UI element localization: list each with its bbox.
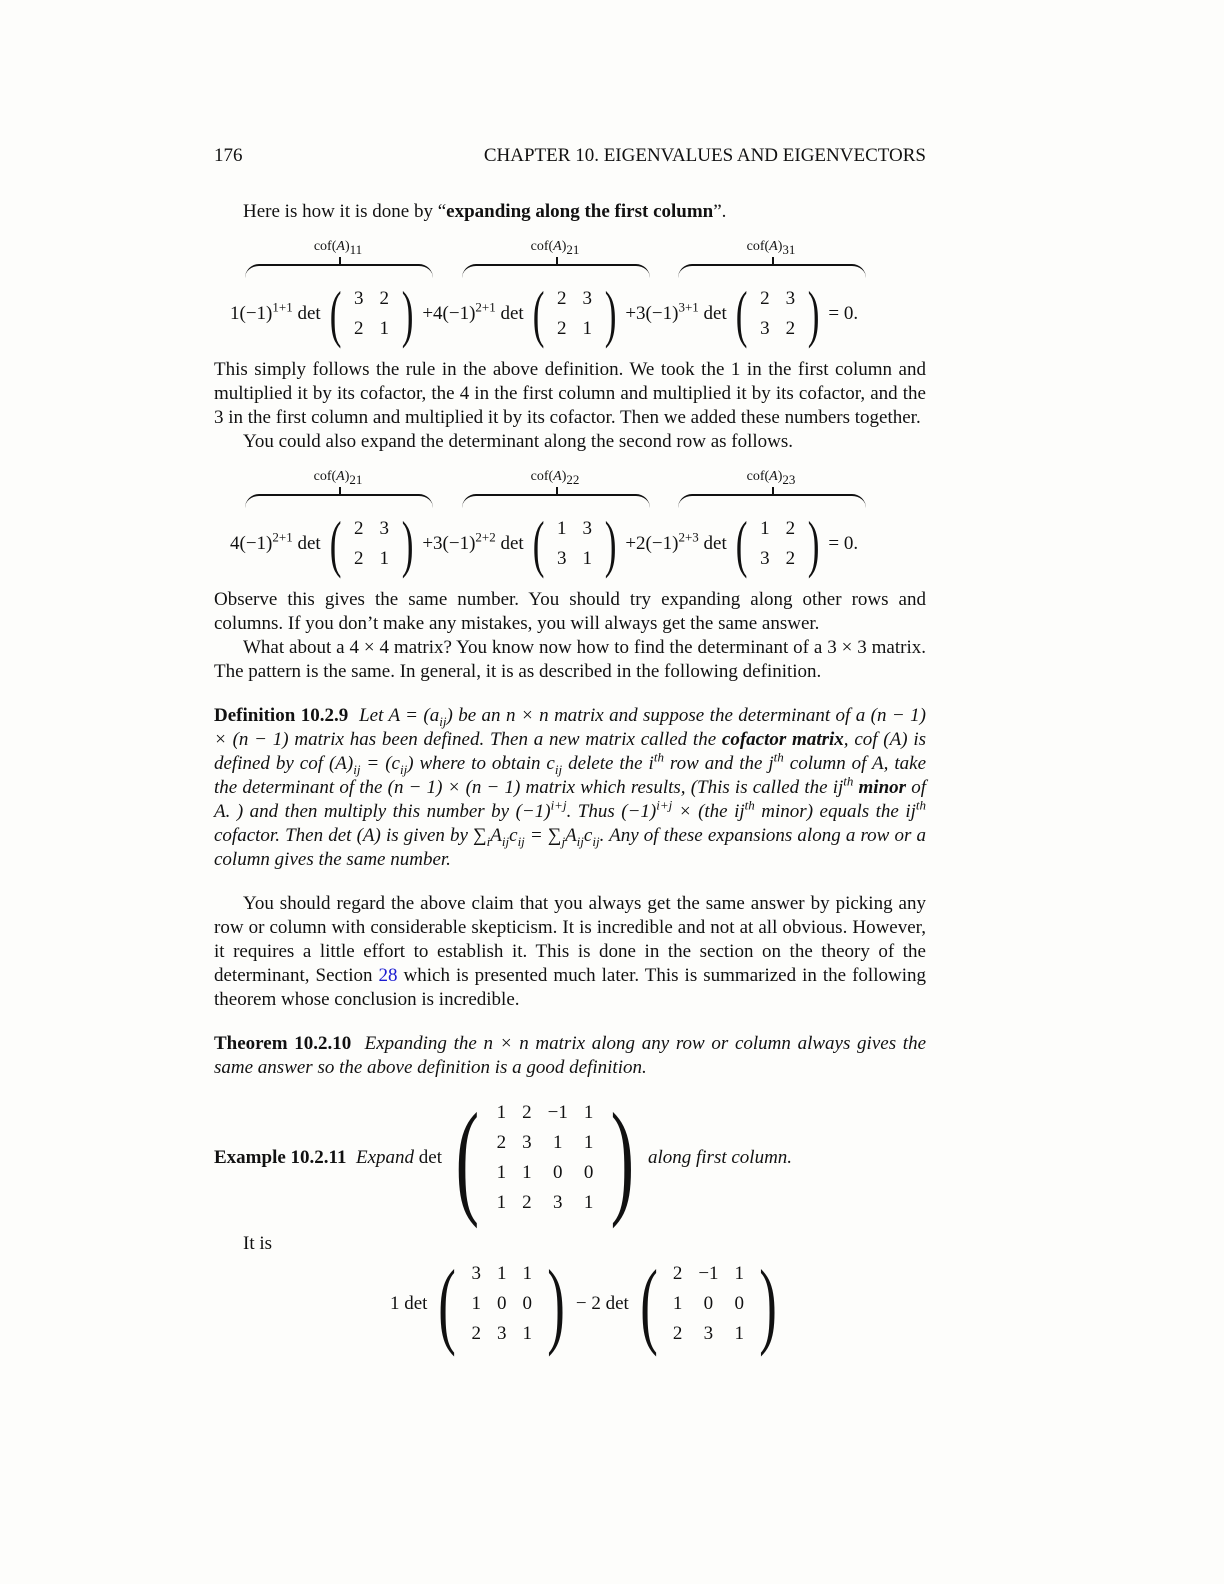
matrix-cell: 3 xyxy=(379,518,389,539)
equation-result: = 0. xyxy=(828,533,859,554)
matrix xyxy=(731,278,825,349)
right-paren: ) xyxy=(759,1250,777,1357)
right-paren: ) xyxy=(604,508,617,579)
matrix-cell: 1 xyxy=(672,1293,683,1314)
matrix-cell: 1 xyxy=(582,548,593,569)
matrix-cell: 2 xyxy=(785,518,796,539)
matrix-cell: 3 xyxy=(354,288,364,309)
term-coefficient: $+3(-1)^{2+2}$ det xyxy=(422,529,524,554)
matrix-cell: 2 xyxy=(672,1263,683,1284)
right-paren: ) xyxy=(401,508,414,579)
matrix xyxy=(528,508,622,579)
matrix-cell: 1 xyxy=(496,1162,507,1183)
overbrace xyxy=(462,494,650,510)
paragraph-second-row: You could also expand the determinant along the second row as follows. xyxy=(243,431,794,452)
term-coefficient: $4(-1)^{2+1}$ det xyxy=(230,529,321,554)
left-paren: ( xyxy=(438,1250,457,1357)
paragraph-skepticism: You should regard the above claim that you always get the same answer by picking any row or column with considerable skepticism. It is incredible and not at all obvious. However, it requires a little effort to establish it. This is done in the section on the theory of the determinant, Section 28 which is presented much later. This is summarized in the following theorem whose conclusion is incredible. xyxy=(214,893,926,1010)
matrix-cell: 1 xyxy=(734,1323,745,1344)
matrix-cell: 1 xyxy=(760,518,770,539)
matrix-cell: 1 xyxy=(471,1293,481,1314)
right-paren: ) xyxy=(401,278,414,349)
matrix-cell: 3 xyxy=(522,1132,532,1153)
chapter-header: CHAPTER 10. EIGENVALUES AND EIGENVECTORS xyxy=(483,145,926,166)
right-paren: ) xyxy=(604,278,617,349)
overbrace xyxy=(678,494,866,510)
matrix-cell: 0 xyxy=(734,1293,745,1314)
matrix-cell: 2 xyxy=(785,548,796,569)
matrix-cell: 3 xyxy=(557,548,567,569)
term-coefficient: $+3(-1)^{3+1}$ det xyxy=(625,299,727,324)
example-10-2-11: Example 10.2.11 Expand det ( 1 2 −1 1 2 3 1 1 1 1 0 0 1 2 3 1 ) along first column. xyxy=(214,1087,793,1229)
matrix-cell: 2 xyxy=(354,548,364,569)
matrix-cell: 1 xyxy=(379,318,389,339)
matrix-cell: 1 xyxy=(522,1263,532,1284)
matrix xyxy=(325,508,419,579)
cofactor-expansion-column xyxy=(230,238,926,350)
left-paren: ( xyxy=(532,278,545,349)
matrix-cell: 1 xyxy=(522,1162,532,1183)
left-paren: ( xyxy=(329,278,342,349)
matrix-cell: 0 xyxy=(552,1162,563,1183)
paragraph-4x4: What about a 4 × 4 matrix? You know now how to find the determinant of a 3 × 3 matrix. The pattern is the same. In general, it is as described in the following definition. xyxy=(214,637,926,682)
left-paren: ( xyxy=(329,508,342,579)
matrix-cell: 1 xyxy=(522,1323,532,1344)
matrix-cell: 1 xyxy=(496,1102,507,1123)
matrix-cell: 2 xyxy=(354,518,364,539)
matrix-cell: 0 xyxy=(703,1293,714,1314)
page-number: 176 xyxy=(214,145,243,166)
matrix-cell: 3 xyxy=(785,288,796,309)
matrix-cell: 2 xyxy=(557,288,567,309)
expansion-result xyxy=(390,1250,926,1357)
matrix xyxy=(633,1250,784,1357)
matrix-cell: 0 xyxy=(496,1293,507,1314)
running-header xyxy=(214,144,926,168)
matrix-cell: 2 xyxy=(672,1323,683,1344)
paragraph-observe: Observe this gives the same number. You should try expanding along other rows and columns. If you don’t make any mistakes, you will always get the same answer. xyxy=(214,589,926,634)
term-coefficient: $1(-1)^{1+1}$ det xyxy=(230,299,321,324)
left-paren: ( xyxy=(532,508,545,579)
term-coefficient: − 2 det xyxy=(575,1293,629,1314)
term-coefficient: $+4(-1)^{2+1}$ det xyxy=(422,299,524,324)
term-coefficient: 1 det xyxy=(390,1293,428,1314)
left-paren: ( xyxy=(735,508,748,579)
cofactor-label: $cof(A)_{22}$ xyxy=(530,469,580,487)
matrix-cell: 1 xyxy=(583,1132,594,1153)
matrix-cell: 1 xyxy=(583,1192,594,1213)
matrix xyxy=(431,1250,571,1357)
matrix-cell: 1 xyxy=(496,1192,507,1213)
right-paren: ) xyxy=(547,1250,565,1357)
matrix-cell: 2 xyxy=(471,1323,481,1344)
matrix-cell: 3 xyxy=(703,1323,714,1344)
overbrace xyxy=(462,264,650,280)
section-link[interactable]: 28 xyxy=(378,965,398,986)
matrix-cell: 2 xyxy=(557,318,567,339)
equation-row xyxy=(230,278,926,349)
cofactor-label: $cof(A)_{31}$ xyxy=(746,239,796,257)
matrix-cell: 1 xyxy=(734,1263,745,1284)
matrix-cell: 2 xyxy=(354,318,364,339)
definition-10-2-9: Definition 10.2.9 Let $A = (a_{ij})$ be an n × n matrix and suppose the determinant of a (n − 1) × (n − 1) matrix has been defined. Then a new matrix called the cofactor matrix, cof (A) is defined by cof $(A)_{ij} = (c_{ij})$ where to obtain $c_{ij}$ delete the $i^{th}$ row and the $j^{th}$ column of A, take the determinant of the (n − 1) × (n − 1) matrix which results, (This is called the $ij^{th}$ minor of A. ) and then multiply this number by $(-1)^{i+j}$. Thus $(-1)^{i+j} \times (the$ $ij^{th}$ minor) equals the $ij^{th}$ cofactor. Then det (A) is given by $\sum_iA_{ij}c_{ij} = \sum_jA_{ij}c_{ij}$. Any of these expansions along a row or a column gives the same number. xyxy=(214,705,927,870)
left-paren: ( xyxy=(735,278,748,349)
paragraph-explanation: This simply follows the rule in the above definition. We took the 1 in the first column and multiplied it by its cofactor, the 4 in the first column and multiplied it by its cofactor, and the 3 in the first column and multiplied it by its cofactor. Then we added these numbers together. xyxy=(214,359,926,428)
matrix xyxy=(446,1087,644,1229)
right-paren: ) xyxy=(610,1087,635,1229)
equation-row xyxy=(230,508,926,579)
cofactor-label: $cof(A)_{23}$ xyxy=(746,469,796,487)
matrix xyxy=(731,508,825,579)
it-is-text: It is xyxy=(243,1233,273,1254)
matrix-cell: 1 xyxy=(583,1102,594,1123)
matrix-cell: 2 xyxy=(379,288,389,309)
matrix-cell: 3 xyxy=(582,518,593,539)
matrix xyxy=(528,278,622,349)
matrix-cell: 0 xyxy=(583,1162,594,1183)
matrix-cell: 1 xyxy=(552,1132,563,1153)
overbrace xyxy=(678,264,866,280)
matrix-cell: 1 xyxy=(379,548,389,569)
matrix-cell: 3 xyxy=(582,288,593,309)
right-paren: ) xyxy=(807,278,820,349)
matrix-cell: 1 xyxy=(582,318,593,339)
matrix-cell: 3 xyxy=(471,1263,481,1284)
term-coefficient: $+2(-1)^{2+3}$ det xyxy=(625,529,727,554)
page-body xyxy=(214,144,927,1357)
cofactor-expansion-row xyxy=(230,468,926,580)
matrix xyxy=(325,278,419,349)
equation-result: = 0. xyxy=(828,303,859,324)
intro-text: Here is how it is done by “expanding along the first column”. xyxy=(243,201,727,222)
matrix-cell: 3 xyxy=(760,548,770,569)
matrix-cell: 3 xyxy=(552,1192,563,1213)
matrix-cell: 0 xyxy=(522,1293,532,1314)
cofactor-label: $cof(A)_{21}$ xyxy=(530,239,580,257)
cofactor-label: $cof(A)_{11}$ xyxy=(313,239,363,257)
matrix-cell: 2 xyxy=(496,1132,507,1153)
matrix-cell: 2 xyxy=(522,1192,532,1213)
left-paren: ( xyxy=(640,1250,658,1357)
matrix-cell: 2 xyxy=(785,318,796,339)
matrix-cell: 3 xyxy=(496,1323,507,1344)
matrix-cell: −1 xyxy=(547,1102,568,1123)
theorem-10-2-10: Theorem 10.2.10 Expanding the n × n matrix along any row or column always gives the same answer so the above definition is a good definition. xyxy=(214,1033,926,1078)
matrix-cell: 2 xyxy=(760,288,770,309)
matrix-cell: 1 xyxy=(557,518,567,539)
matrix-cell: 2 xyxy=(522,1102,532,1123)
right-paren: ) xyxy=(807,508,820,579)
matrix-cell: 3 xyxy=(760,318,770,339)
cofactor-label: $cof(A)_{21}$ xyxy=(313,469,363,487)
left-paren: ( xyxy=(455,1087,480,1229)
matrix-cell: −1 xyxy=(698,1263,719,1284)
matrix-cell: 1 xyxy=(496,1263,507,1284)
